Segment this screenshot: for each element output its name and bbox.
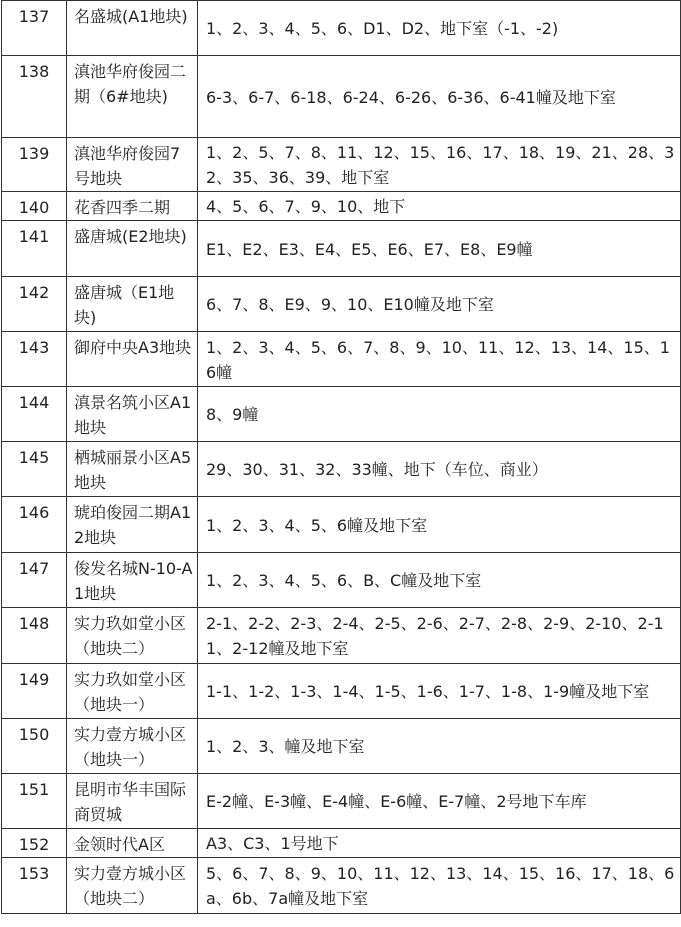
- table-body: [2, 1, 681, 914]
- table-row: [2, 332, 681, 387]
- project-name-cell: 实力玖如堂小区（地块二）: [67, 608, 198, 664]
- table-row: [2, 608, 681, 664]
- project-name-cell: 栖城丽景小区A5地块: [67, 442, 198, 497]
- buildings-cell: 1、2、3、4、5、6、B、C幢及地下室: [198, 553, 681, 608]
- project-name-cell: 滇池华府俊园7号地块: [67, 138, 198, 192]
- row-number-cell: 151: [2, 774, 67, 829]
- table-row: [2, 277, 681, 332]
- row-number-cell: 137: [2, 1, 67, 56]
- buildings-cell: 2-1、2-2、2-3、2-4、2-5、2-6、2-7、2-8、2-9、2-10、2-11、2-12幢及地下室: [198, 608, 681, 664]
- project-name-cell: 滇景名筑小区A1地块: [67, 387, 198, 442]
- project-name-cell: 盛唐城(E2地块): [67, 221, 198, 277]
- row-number-cell: 140: [2, 192, 67, 221]
- project-name-cell: 御府中央A3地块: [67, 332, 198, 387]
- building-list-table: [1, 0, 681, 914]
- buildings-cell: 1、2、3、4、5、6、D1、D2、地下室（-1、-2): [198, 1, 681, 56]
- table-row: [2, 719, 681, 774]
- buildings-cell: E-2幢、E-3幢、E-4幢、E-6幢、E-7幢、2号地下车库: [198, 774, 681, 829]
- row-number-cell: 147: [2, 553, 67, 608]
- table-row: [2, 829, 681, 858]
- buildings-cell: 8、9幢: [198, 387, 681, 442]
- project-name-cell: 昆明市华丰国际商贸城: [67, 774, 198, 829]
- buildings-cell: 6-3、6-7、6-18、6-24、6-26、6-36、6-41幢及地下室: [198, 56, 681, 138]
- row-number-cell: 148: [2, 608, 67, 664]
- project-name-cell: 名盛城(A1地块): [67, 1, 198, 56]
- project-name-cell: 滇池华府俊园二期（6#地块): [67, 56, 198, 138]
- row-number-cell: 146: [2, 497, 67, 553]
- project-name-cell: 盛唐城（E1地块): [67, 277, 198, 332]
- buildings-cell: 6、7、8、E9、9、10、E10幢及地下室: [198, 277, 681, 332]
- buildings-cell: 4、5、6、7、9、10、地下: [198, 192, 681, 221]
- project-name-cell: 金领时代A区: [67, 829, 198, 858]
- table-row: [2, 192, 681, 221]
- row-number-cell: 138: [2, 56, 67, 138]
- project-name-cell: 花香四季二期: [67, 192, 198, 221]
- table-row: [2, 664, 681, 719]
- buildings-cell: 1、2、3、幢及地下室: [198, 719, 681, 774]
- table-row: [2, 138, 681, 192]
- table-row: [2, 56, 681, 138]
- buildings-cell: 1、2、5、7、8、11、12、15、16、17、18、19、21、28、32、35、36、39、地下室: [198, 138, 681, 192]
- table-row: [2, 387, 681, 442]
- buildings-cell: 29、30、31、32、33幢、地下（车位、商业）: [198, 442, 681, 497]
- row-number-cell: 149: [2, 664, 67, 719]
- row-number-cell: 142: [2, 277, 67, 332]
- buildings-cell: A3、C3、1号地下: [198, 829, 681, 858]
- row-number-cell: 144: [2, 387, 67, 442]
- buildings-cell: 1、2、3、4、5、6幢及地下室: [198, 497, 681, 553]
- row-number-cell: 152: [2, 829, 67, 858]
- row-number-cell: 143: [2, 332, 67, 387]
- row-number-cell: 153: [2, 858, 67, 914]
- project-name-cell: 俊发名城N-10-A1地块: [67, 553, 198, 608]
- row-number-cell: 150: [2, 719, 67, 774]
- table-row: [2, 774, 681, 829]
- row-number-cell: 141: [2, 221, 67, 277]
- project-name-cell: 实力壹方城小区（地块一）: [67, 719, 198, 774]
- buildings-cell: 1-1、1-2、1-3、1-4、1-5、1-6、1-7、1-8、1-9幢及地下室: [198, 664, 681, 719]
- table-row: [2, 1, 681, 56]
- table-row: [2, 858, 681, 914]
- project-name-cell: 琥珀俊园二期A12地块: [67, 497, 198, 553]
- project-name-cell: 实力玖如堂小区（地块一）: [67, 664, 198, 719]
- row-number-cell: 145: [2, 442, 67, 497]
- buildings-cell: 1、2、3、4、5、6、7、8、9、10、11、12、13、14、15、16幢: [198, 332, 681, 387]
- buildings-cell: E1、E2、E3、E4、E5、E6、E7、E8、E9幢: [198, 221, 681, 277]
- row-number-cell: 139: [2, 138, 67, 192]
- table-row: [2, 497, 681, 553]
- table-row: [2, 553, 681, 608]
- table-row: [2, 442, 681, 497]
- buildings-cell: 5、6、7、8、9、10、11、12、13、14、15、16、17、18、6a、6b、7a幢及地下室: [198, 858, 681, 914]
- table-row: [2, 221, 681, 277]
- project-name-cell: 实力壹方城小区（地块二）: [67, 858, 198, 914]
